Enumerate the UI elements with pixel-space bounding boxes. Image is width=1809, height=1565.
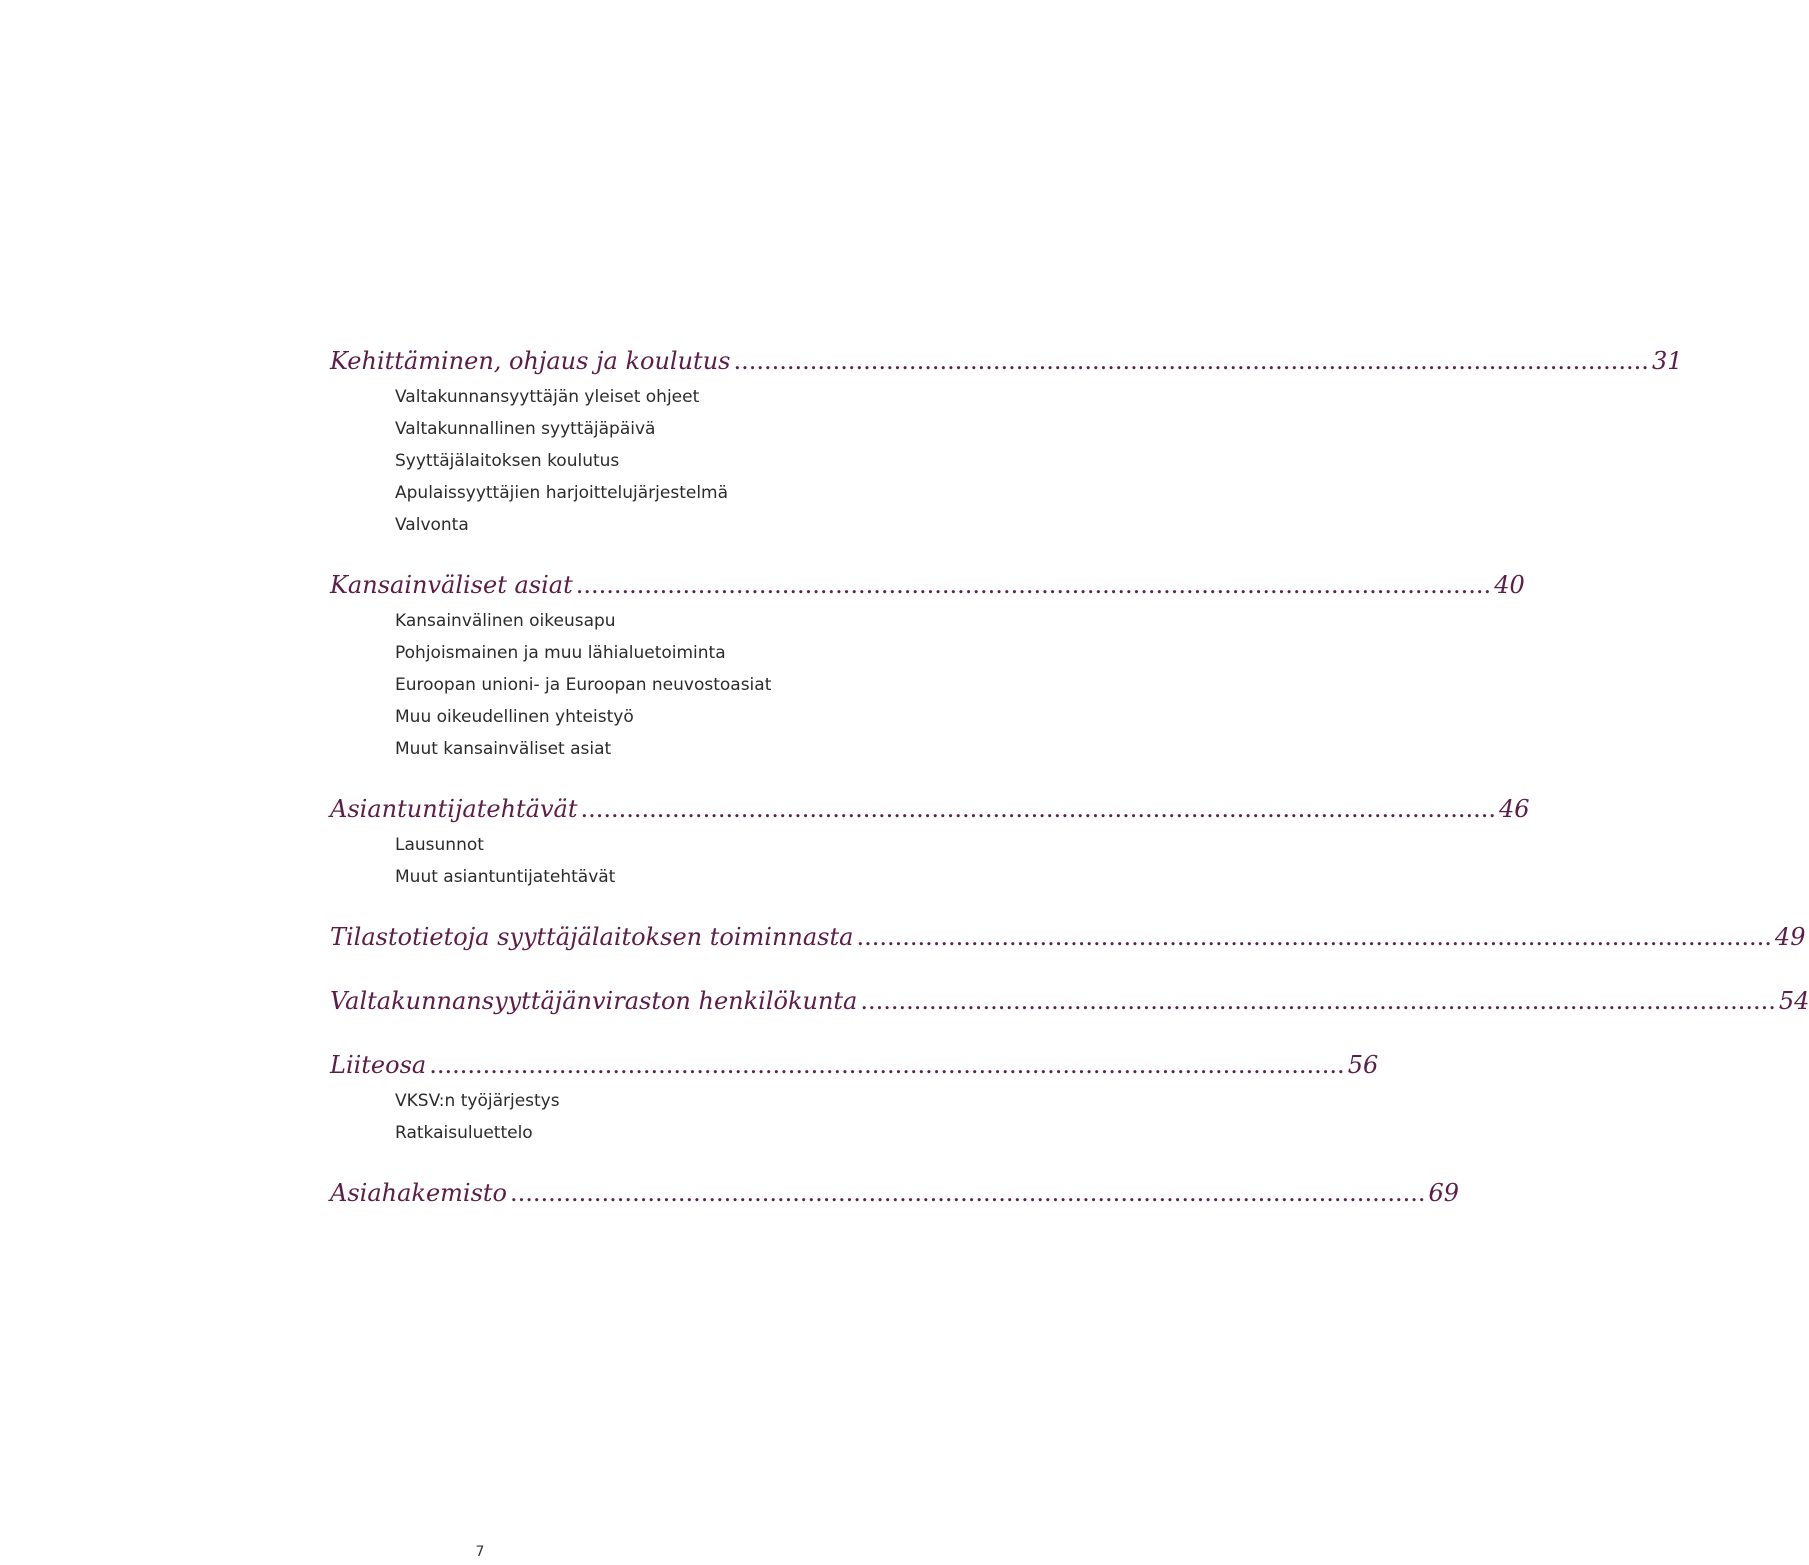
toc-subitem: Syyttäjälaitoksen koulutus: [395, 451, 620, 471]
toc-heading-title: Kehittäminen, ohjaus ja koulutus: [330, 347, 731, 375]
toc-heading[interactable]: [330, 981, 1809, 1021]
toc-subitem: Pohjoismainen ja muu lähialuetoiminta: [395, 643, 726, 663]
toc-page-number: 69: [1428, 1179, 1460, 1207]
toc-subitems: [330, 381, 952, 541]
toc-heading-title: Liiteosa: [330, 1051, 427, 1079]
toc-heading[interactable]: [330, 1173, 1460, 1213]
toc-subitem: Muut kansainväliset asiat: [395, 739, 612, 759]
toc-section: [330, 565, 1525, 765]
toc-page-number: 56: [1347, 1051, 1379, 1079]
toc-subitem: Kansainvälinen oikeusapu: [395, 611, 616, 631]
toc-page-number: 49: [1774, 923, 1806, 951]
toc-heading[interactable]: [330, 1045, 1379, 1085]
toc-subitem: Valtakunnansyyttäjän yleiset ohjeet: [395, 387, 700, 407]
toc-subitems: [330, 829, 952, 893]
dot-leader: ........................................................................................................................: [860, 987, 1776, 1015]
toc-heading-title: Valtakunnansyyttäjänviraston henkilökunta: [330, 987, 858, 1015]
toc-page-number: 46: [1498, 795, 1530, 823]
toc-subitem: VKSV:n työjärjestys: [395, 1091, 560, 1111]
toc-subitems: [330, 1085, 952, 1149]
toc-heading-title: Asiahakemisto: [330, 1179, 507, 1207]
toc-heading[interactable]: [330, 341, 1683, 381]
table-of-contents: [330, 341, 1809, 1213]
dot-leader: ........................................................................................................................: [733, 347, 1649, 375]
toc-subitems: [330, 605, 952, 765]
toc-subitem: Valtakunnallinen syyttäjäpäivä: [395, 419, 656, 439]
dot-leader: ........................................................................................................................: [580, 795, 1496, 823]
toc-subitem: Muut asiantuntijatehtävät: [395, 867, 616, 887]
toc-section: [330, 917, 1806, 957]
toc-heading[interactable]: [330, 565, 1525, 605]
toc-subitem: Valvonta: [395, 515, 469, 535]
toc-section: [330, 1173, 1460, 1213]
toc-subitem: Euroopan unioni- ja Euroopan neuvostoasiat: [395, 675, 772, 695]
dot-leader: ........................................................................................................................: [510, 1179, 1426, 1207]
toc-subitem: Apulaissyyttäjien harjoittelujärjestelmä: [395, 483, 729, 503]
dot-leader: ........................................................................................................................: [856, 923, 1772, 951]
toc-heading[interactable]: [330, 789, 1530, 829]
dot-leader: ........................................................................................................................: [575, 571, 1492, 599]
page-number: 7: [475, 1544, 485, 1560]
toc-section: [330, 1045, 1379, 1149]
dot-leader: ........................................................................................................................: [429, 1051, 1345, 1079]
toc-subitem: Lausunnot: [395, 835, 484, 855]
toc-subitem: Ratkaisuluettelo: [395, 1123, 533, 1143]
toc-heading-title: Asiantuntijatehtävät: [330, 795, 578, 823]
toc-page-number: 40: [1494, 571, 1525, 599]
toc-heading-title: Kansainväliset asiat: [330, 571, 573, 599]
toc-section: [330, 341, 1683, 541]
toc-subitem: Muu oikeudellinen yhteistyö: [395, 707, 634, 727]
toc-heading-title: Tilastotietoja syyttäjälaitoksen toiminnasta: [330, 923, 854, 951]
toc-page-number: 54: [1778, 987, 1809, 1015]
toc-section: [330, 789, 1530, 893]
toc-section: [330, 981, 1809, 1021]
toc-page-number: 31: [1651, 347, 1683, 375]
toc-heading[interactable]: [330, 917, 1806, 957]
